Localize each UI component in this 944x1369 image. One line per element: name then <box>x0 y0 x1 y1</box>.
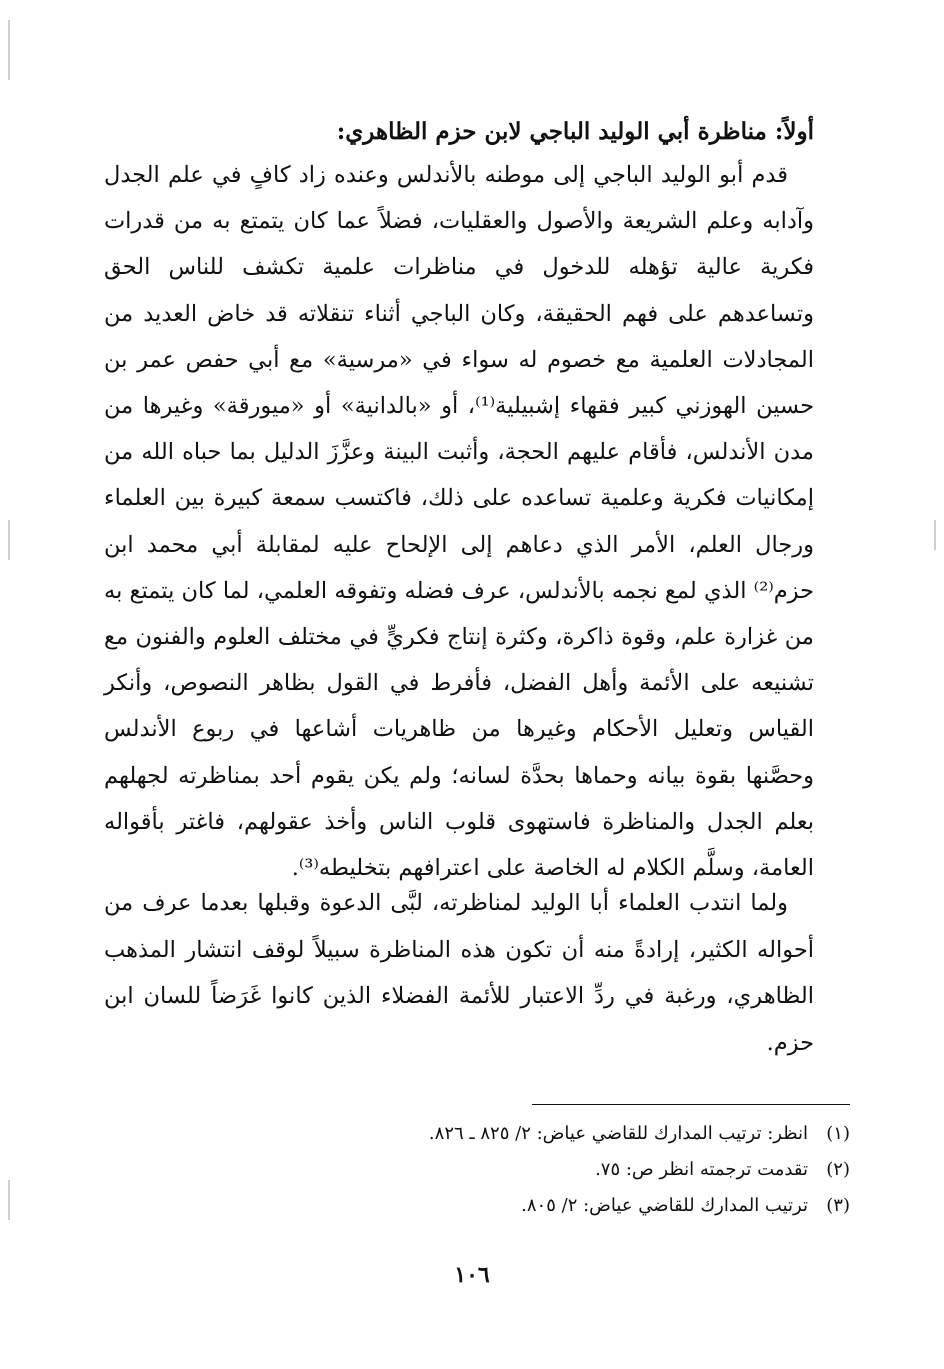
footnote-separator <box>532 1104 850 1105</box>
footnote-text: انظر: ترتيب المدارك للقاضي عياض: ٢/ ٨٢٥ ـ ٨٢٦. <box>428 1123 808 1144</box>
body-paragraph-1 <box>104 152 814 891</box>
footnote-number: (١) <box>826 1123 850 1144</box>
footnotes <box>100 1116 850 1224</box>
footnote-number: (٣) <box>826 1195 850 1216</box>
footnote-text: تقدمت ترجمته انظر ص: ٧٥. <box>595 1159 808 1180</box>
scan-edge-mark <box>8 520 10 560</box>
footnote-2 <box>100 1152 850 1188</box>
scan-edge-mark <box>934 520 936 550</box>
paragraph-text: قدم أبو الوليد الباجي إلى موطنه بالأندلس وعنده زاد كافٍ في علم الجدل وآدابه وعلم الشريعة والأصول والعقليات، فضلاً عما كان يتمتع به من قدرات فكرية عالية تؤهله للدخول في مناظرات علمية تكشف للناس الحق وتساعدهم على فهم الحقيقة، وكان الباجي أثناء تنقلاته قد خاض العديد من المجادلات العلمية مع خصوم له سواء في «مرسية» مع أبي حفص عمر بن حسين الهوزني كبير فقهاء إشبيلية⁽¹⁾، أو «بالدانية» أو «ميورقة» وغيرها من مدن الأندلس، فأقام عليهم الحجة، وأثبت البينة وعزَّزَ الدليل بما حباه الله من إمكانيات فكرية وعلمية تساعده على ذلك، فاكتسب سمعة كبيرة بين العلماء ورجال العلم، الأمر الذي دعاهم إلى الإلحاح عليه لمقابلة أبي محمد ابن حزم⁽²⁾ الذي لمع نجمه بالأندلس، عرف فضله وتفوقه العلمي، لما كان يتمتع به من غزارة علم، وقوة ذاكرة، وكثرة إنتاج فكريٍّ في مختلف العلوم والفنون مع تشنيعه على الأئمة وأهل الفضل، فأفرط في القول بظاهر النصوص، وأنكر القياس وتعليل الأحكام وغيرها من ظاهريات أشاعها في ربوع الأندلس وحصَّنها بقوة بيانه وحماها بحدَّة لسانه؛ ولم يكن يقوم أحد بمناظرته لجهلهم بعلم الجدل والمناظرة فاستهوى قلوب الناس وأخذ عقولهم، فاغتر بأقواله العامة، وسلَّم الكلام له الخاصة على اعترافهم بتخليطه⁽³⁾. <box>104 162 814 882</box>
scan-edge-mark <box>8 1180 10 1220</box>
footnote-text: ترتيب المدارك للقاضي عياض: ٢/ ٨٠٥. <box>521 1195 808 1216</box>
footnote-1 <box>100 1116 850 1152</box>
footnote-number: (٢) <box>826 1159 850 1180</box>
page-number: ١٠٦ <box>454 1262 490 1288</box>
section-heading: أولاً: مناظرة أبي الوليد الباجي لابن حزم الظاهري: <box>336 118 814 145</box>
paragraph-text: ولما انتدب العلماء أبا الوليد لمناظرته، لبَّى الدعوة وقبلها بعدما عرف من أحواله الكثير، إرادةً منه أن تكون هذه المناظرة سبيلاً لوقف انتشار المذهب الظاهري، ورغبة في ردِّ الاعتبار للأئمة الفضلاء الذين كانوا غَرَضاً للسان ابن حزم. <box>104 890 814 1056</box>
body-paragraph-2 <box>104 880 814 1066</box>
footnote-3 <box>100 1188 850 1224</box>
scan-edge-mark <box>8 20 10 80</box>
